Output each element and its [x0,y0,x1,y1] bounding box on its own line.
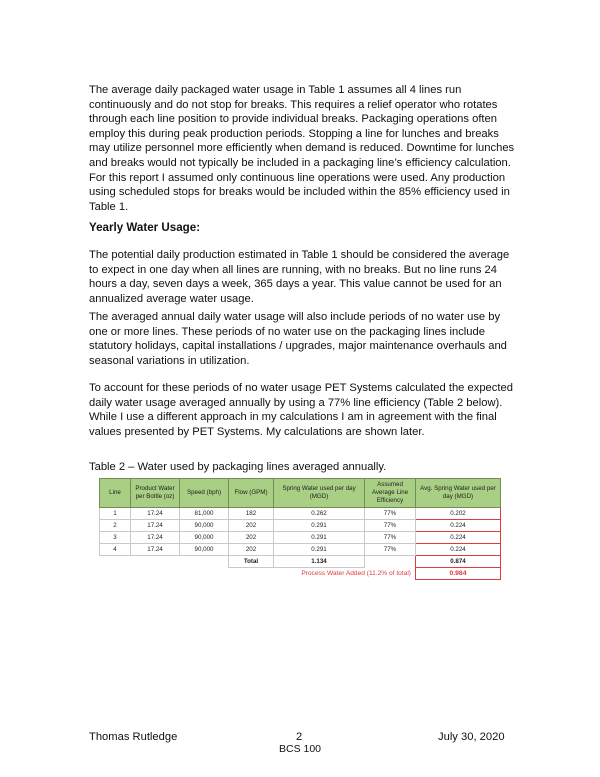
table-row [100,520,501,532]
table-cell: 0.262 [274,508,365,520]
table-process-row [100,568,501,580]
header-flow: Flow (GPM) [229,479,274,508]
table-cell: 1 [100,508,131,520]
table-cell: 0.224 [416,544,501,556]
header-product-water: Product Water per Bottle (oz) [131,479,180,508]
table-total-row [100,556,501,568]
table-cell: 0.291 [274,520,365,532]
table-cell: 202 [229,532,274,544]
table-caption: Table 2 – Water used by packaging lines averaged annually. [89,461,387,473]
table-cell: 17.24 [131,544,180,556]
table-header-row [100,479,501,508]
table-cell: 0.224 [416,520,501,532]
footer-date: July 30, 2020 [438,731,505,743]
header-speed: Speed (bph) [180,479,229,508]
table-cell: 90,000 [180,544,229,556]
table-row [100,532,501,544]
table-cell: 0.291 [274,544,365,556]
table-cell: 17.24 [131,520,180,532]
table-row [100,544,501,556]
table-cell: 17.24 [131,532,180,544]
total-avg-spring-water: 0.874 [416,556,501,568]
footer-page-number: 2 [296,731,303,743]
footer-author: Thomas Rutledge [89,731,178,743]
paragraph-annual-usage: The averaged annual daily water usage will also include periods of no water use by one or more lines. These periods of no water use on the packaging lines include statutory holidays, capital installations / upgrades, major maintenance overhauls and seasonal variations in utilization. [89,311,507,367]
section-heading: Yearly Water Usage: [89,221,201,234]
table-cell: 77% [365,520,416,532]
table-cell: 90,000 [180,520,229,532]
table-cell: 0.202 [416,508,501,520]
water-usage-table [99,478,501,580]
table-cell: 4 [100,544,131,556]
table-cell: 77% [365,532,416,544]
paragraph-potential-production: The potential daily production estimated in Table 1 should be considered the average to expect in one day when all lines are running, with no breaks. But no line runs 24 hours a day, seven days a week, 365 days a year. This value cannot be used for an annualized average water usage. [89,249,510,305]
header-avg-spring-water: Avg. Spring Water used per day (MGD) [416,479,501,508]
table-cell: 3 [100,532,131,544]
footer-doc-id: BCS 100 [278,743,322,755]
table-cell: 202 [229,544,274,556]
table-cell: 202 [229,520,274,532]
process-water-label: Process Water Added (11.2% of total) [301,570,411,578]
paragraph-breaks: The average daily packaged water usage in Table 1 assumes all 4 lines run continuously and do not stop for breaks. This requires a relief operator who rotates through each line position to provide individual breaks. Packaging operations often employ this during peak production periods. Stopping a line for lunches and breaks may utilize personnel more efficiently when demand is reduced. Downtime for lunches and breaks would not typically be included in a packaging line’s efficiency calculation. For this report I assumed only continuous line operations were used. Any production using scheduled stops for breaks would be included within the 85% efficiency used in Table 1. [89,84,515,213]
table-cell: 77% [365,508,416,520]
table-cell: 81,000 [180,508,229,520]
table-cell: 0.224 [416,532,501,544]
table-cell: 0.291 [274,532,365,544]
table-cell: 2 [100,520,131,532]
total-spring-water: 1.134 [274,556,365,568]
table-cell: 17.24 [131,508,180,520]
table-cell: 182 [229,508,274,520]
header-line: Line [100,479,131,508]
header-spring-water: Spring Water used per day (MGD) [274,479,365,508]
process-water-value: 0.984 [416,568,501,580]
header-line-efficiency: Assumed Average Line Efficiency [365,479,416,508]
table-row [100,508,501,520]
table-cell: 90,000 [180,532,229,544]
total-label: Total [229,556,274,568]
table-cell: 77% [365,544,416,556]
paragraph-pet-systems: To account for these periods of no water usage PET Systems calculated the expected daily water usage averaged annually by using a 77% line efficiency (Table 2 below). While I use a different approach in my calculations I am in agreement with the final values presented by PET Systems. My calculations are shown later. [89,382,513,438]
